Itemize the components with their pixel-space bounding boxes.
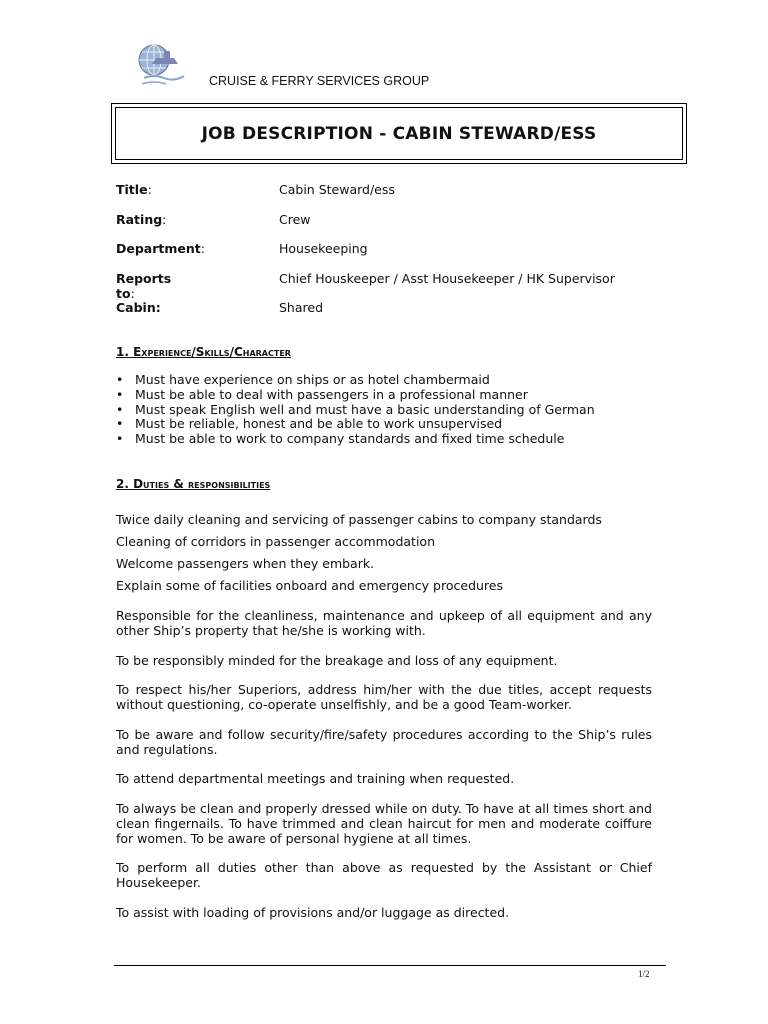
page-number: 1/2 bbox=[638, 969, 650, 979]
info-value: Crew bbox=[279, 211, 311, 227]
duties-list bbox=[116, 512, 652, 934]
duty-paragraph: To assist with loading of provisions and/or luggage as directed. bbox=[116, 904, 510, 920]
company-logo bbox=[134, 40, 192, 92]
experience-list bbox=[116, 373, 595, 447]
duty-paragraph: Responsible for the cleanliness, maintenance and upkeep of all equipment and any other Ship’s property that he/she is working with. bbox=[116, 608, 652, 638]
bullet-icon: • bbox=[116, 431, 124, 447]
info-value: Cabin Steward/ess bbox=[279, 182, 395, 197]
list-item: • Must be reliable, honest and be able to work unsupervised bbox=[116, 416, 503, 432]
document-title: JOB DESCRIPTION - CABIN STEWARD/ESS bbox=[201, 123, 597, 144]
duty-item: Welcome passengers when they embark. bbox=[116, 556, 375, 571]
duty-item: Twice daily cleaning and servicing of passenger cabins to company standards bbox=[116, 512, 602, 527]
list-item: • Must be able to deal with passengers in a professional manner bbox=[116, 386, 528, 402]
duty-paragraph: To respect his/her Superiors, address him/her with the due titles, accept requests without questioning, co-operate unselfishly, and be a good Team-worker. bbox=[116, 682, 652, 712]
bullet-icon: • bbox=[116, 401, 124, 417]
info-key: Cabin: bbox=[116, 300, 161, 315]
footer-divider bbox=[114, 965, 666, 966]
company-name: CRUISE & FERRY SERVICES GROUP bbox=[209, 74, 430, 88]
duty-paragraph: To perform all duties other than above as requested by the Assistant or Chief Housekeeper. bbox=[116, 860, 652, 890]
globe-ship-logo-icon bbox=[134, 40, 192, 92]
bullet-icon: • bbox=[116, 416, 124, 432]
info-value: Housekeeping bbox=[279, 241, 368, 256]
bullet-icon: • bbox=[116, 386, 124, 402]
bullet-icon: • bbox=[116, 372, 124, 387]
info-value: Chief Houskeeper / Asst Housekeeper / HK Supervisor bbox=[279, 270, 615, 286]
duty-item: Cleaning of corridors in passenger accommodation bbox=[116, 534, 435, 549]
duty-paragraph: To be aware and follow security/fire/safety procedures according to the Ship’s rules and regulations. bbox=[116, 726, 652, 757]
duty-paragraph: To always be clean and properly dressed while on duty. To have at all times short and clean fingernails. To have trimmed and clean haircut for men and moderate coiffure for women. To be aware of personal hygiene at all times. bbox=[116, 800, 652, 846]
section-heading-duties: 2. Duties & responsibilities bbox=[116, 477, 271, 491]
list-item: • Must be able to work to company standards and fixed time schedule bbox=[116, 431, 565, 447]
info-key: Department: bbox=[116, 241, 205, 256]
list-item: • Must speak English well and must have a basic understanding of German bbox=[116, 401, 595, 417]
info-key: Reports to: bbox=[116, 270, 172, 301]
info-key: Rating: bbox=[116, 211, 167, 227]
info-value: Shared bbox=[279, 300, 324, 315]
title-box-inner bbox=[115, 107, 683, 160]
duty-paragraph: To attend departmental meetings and training when requested. bbox=[116, 771, 515, 786]
info-key: Title: bbox=[116, 182, 152, 197]
duty-paragraph: To be responsibly minded for the breakage and loss of any equipment. bbox=[116, 652, 558, 668]
duty-item: Explain some of facilities onboard and emergency procedures bbox=[116, 578, 503, 593]
title-box bbox=[111, 103, 687, 164]
section-heading-experience: 1. Experience/Skills/Character bbox=[116, 345, 291, 359]
list-item: • Must have experience on ships or as hotel chambermaid bbox=[116, 372, 490, 387]
